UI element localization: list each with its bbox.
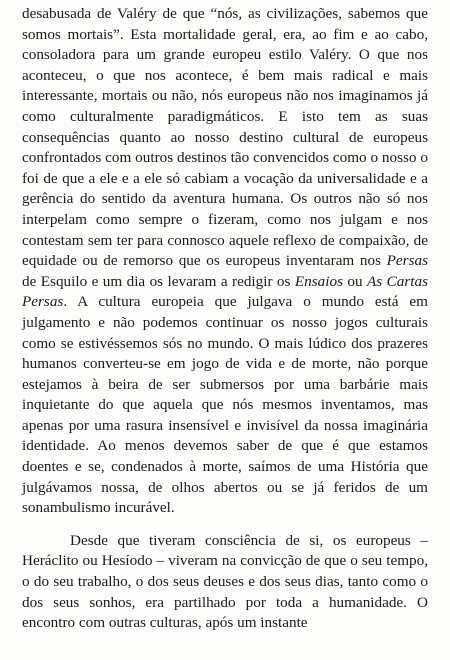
- italic-title-cartas-persas: As Cartas Persas: [22, 272, 429, 311]
- paragraph-1: [22, 4, 428, 519]
- text-segment: ou: [342, 272, 368, 290]
- text-segment: de Esquilo e um dia os levaram a redigir os: [22, 272, 295, 290]
- text-segment: Desde que tiveram consciência de si, os europeus – Heráclito ou Hesíodo – viveram na convicção de que o seu tempo, o do seu trabalho, o dos seus deuses e dos seus dias, tanto como o dos seus sonhos, era partilhado por toda a humanidade. O encontro com outras culturas, após um instante: [22, 531, 428, 632]
- text-segment: . A cultura europeia que julgava o mundo está em julgamento e não podemos continuar os nosso jogos culturais como se estivéssemos sós no mundo. O mais lúdico dos prazeres humanos converteu-se em jogo de vida e de morte, não porque estejamos à beira de ser submersos por uma barbárie mais inquietante do que aquela que nós mesmos inventamos, mas apenas por uma rasura insensível e invisível da nossa imaginária identidade. Ao menos devemos saber de que é que estamos doentes e se, condenados à morte, saímos de uma História que julgávamos nossa, de olhos abertos ou se já feridos de um sonambulismo incurável.: [22, 293, 428, 517]
- italic-title-persas: Persas: [386, 252, 428, 270]
- paragraph-2: [22, 531, 428, 634]
- italic-title-ensaios: Ensaios: [294, 272, 343, 290]
- text-segment: desabusada de Valéry de que “nós, as civilizações, sabemos que somos mortais”. Esta mortalidade geral, era, ao fim e ao cabo, consoladora para um grande europeu estilo Valéry. O que nos aconteceu, o que nos acontece, é bem mais radical e mais interessante, mortais ou não, nós europeus não nos imaginamos já como culturalmente paradigmáticos. E isto tem as suas consequências quanto ao nosso destino cultural de europeus confrontados com outros destinos tão convencidos como o nosso o foi de que a ele e a ele só cabiam a vocação da universalidade e a gerência do sentido da aventura humana. Os outros não só nos interpelam como sempre o fizeram, como nos julgam e nos contestam sem ter para connosco aquele reflexo de compaixão, de equidade ou de remorso que os europeus inventaram nos: [22, 5, 428, 270]
